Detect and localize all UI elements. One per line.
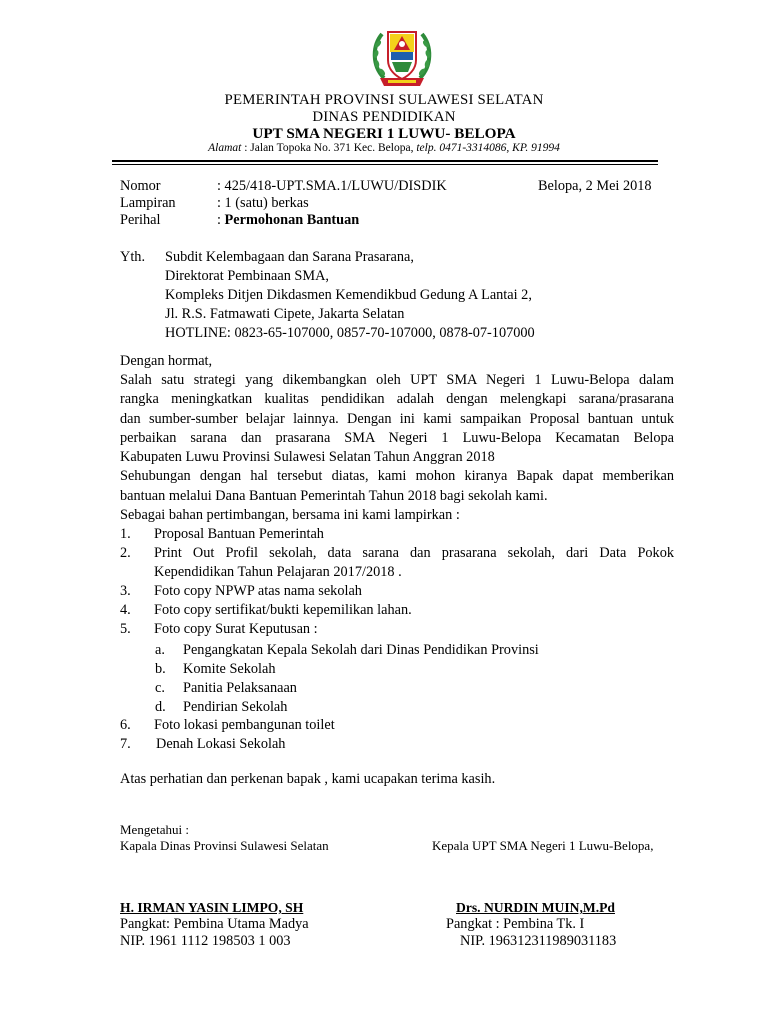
body-line: Sehubungan dengan hal tersebut diatas, kami mohon kiranya Bapak dapat memberikan <box>120 468 674 485</box>
list-number: 1. <box>120 526 131 542</box>
list-number: 7. <box>120 736 131 752</box>
provincial-emblem-logo <box>368 22 436 90</box>
list-item: Proposal Bantuan Pemerintah <box>154 526 324 542</box>
list-number: 6. <box>120 717 131 733</box>
right-signatory-name: Drs. NURDIN MUIN,M.Pd <box>456 900 615 915</box>
right-signatory-title: Kepala UPT SMA Negeri 1 Luwu-Belopa, <box>432 838 654 853</box>
sub-list-letter: c. <box>155 680 165 696</box>
perihal-value <box>217 212 359 229</box>
sub-list-item: Pendirian Sekolah <box>183 699 288 715</box>
mengetahui-label: Mengetahui : <box>120 822 189 837</box>
body-line: Sebagai bahan pertimbangan, bersama ini kami lampirkan : <box>120 507 460 524</box>
perihal-colon: : <box>217 212 225 228</box>
list-item: Foto copy NPWP atas nama sekolah <box>154 583 362 599</box>
body-line: perbaikan sarana dan prasarana SMA Negeri 1 Luwu-Belopa Kecamatan Belopa <box>120 429 674 446</box>
right-signatory-nip: NIP. 196312311989031183 <box>460 933 617 949</box>
closing-sentence: Atas perhatian dan perkenan bapak , kami ucapakan terima kasih. <box>120 771 496 787</box>
sub-list-item: Pengangkatan Kepala Sekolah dari Dinas Pendidikan Provinsi <box>183 642 539 658</box>
lampiran-value: : 1 (satu) berkas <box>217 195 309 211</box>
perihal-label: Perihal <box>120 212 161 228</box>
left-signatory-nip: NIP. 1961 1112 198503 1 003 <box>120 933 291 949</box>
list-number: 3. <box>120 583 131 599</box>
letterhead-school-name: UPT SMA NEGERI 1 LUWU- BELOPA <box>252 125 516 142</box>
sub-list-letter: b. <box>155 661 166 677</box>
list-number: 2. <box>120 545 131 561</box>
yth-label: Yth. <box>120 249 146 265</box>
left-signatory-title: Kapala Dinas Provinsi Sulawesi Selatan <box>120 838 329 853</box>
list-item: Print Out Profil sekolah, data sarana dan prasarana sekolah, dari Data Pokok <box>154 545 674 561</box>
address-label: Alamat <box>208 142 242 154</box>
letterhead-rule-thin <box>112 164 658 165</box>
recipient-line: Jl. R.S. Fatmawati Cipete, Jakarta Selatan <box>165 306 405 322</box>
recipient-line: Subdit Kelembagaan dan Sarana Prasarana, <box>165 249 414 265</box>
body-line: bantuan melalui Dana Bantuan Pemerintah Tahun 2018 bagi sekolah kami. <box>120 487 548 504</box>
lampiran-label: Lampiran <box>120 195 176 211</box>
list-item: Foto copy sertifikat/bukti kepemilikan lahan. <box>154 602 412 618</box>
body-line: Kabupaten Luwu Provinsi Sulawesi Selatan Tahun Anggran 2018 <box>120 449 495 466</box>
right-signatory-rank: Pangkat : Pembina Tk. I <box>446 916 585 932</box>
body-line: Salah satu strategi yang dikembangkan oleh UPT SMA Negeri 1 Luwu-Belopa dalam <box>120 372 674 388</box>
perihal-subject: Permohonan Bantuan <box>224 212 360 228</box>
letterhead-address <box>0 142 768 154</box>
sub-list-letter: d. <box>155 699 166 715</box>
address-text: : Jalan Topoka No. 371 Kec. Belopa, <box>241 142 417 154</box>
nomor-label: Nomor <box>120 178 161 194</box>
letterhead-department-line: DINAS PENDIDIKAN <box>312 109 456 125</box>
left-signatory-rank: Pangkat: Pembina Utama Madya <box>120 916 309 932</box>
greeting: Dengan hormat, <box>120 353 213 369</box>
letterhead-government-line: PEMERINTAH PROVINSI SULAWESI SELATAN <box>224 92 544 108</box>
nomor-value: : 425/418-UPT.SMA.1/LUWU/DISDIK <box>217 178 447 194</box>
address-telp: telp. 0471-3314086, KP. 91994 <box>416 142 560 154</box>
recipient-line: Kompleks Ditjen Dikdasmen Kemendikbud Gedung A Lantai 2, <box>165 287 532 303</box>
body-line: dan sumber-sumber belajar lainnya. Dengan ini kami sampaikan Proposal bantuan untuk <box>120 410 674 427</box>
letter-date: Belopa, 2 Mei 2018 <box>538 178 652 194</box>
list-item: Denah Lokasi Sekolah <box>156 736 286 752</box>
body-line: rangka meningkatkan kualitas pendidikan adalah dengan melengkapi sarana/prasarana <box>120 391 674 408</box>
list-number: 5. <box>120 621 131 637</box>
body-paragraph-1 <box>120 371 674 525</box>
list-number: 4. <box>120 602 131 618</box>
recipient-line: HOTLINE: 0823-65-107000, 0857-70-107000, 0878-07-107000 <box>165 325 535 341</box>
recipient-line: Direktorat Pembinaan SMA, <box>165 268 329 284</box>
list-item: Foto lokasi pembangunan toilet <box>154 717 335 733</box>
sub-list-item: Panitia Pelaksanaan <box>183 680 297 696</box>
sub-list-item: Komite Sekolah <box>183 661 276 677</box>
left-signatory-name: H. IRMAN YASIN LIMPO, SH <box>120 900 304 915</box>
letterhead-rule-thick <box>112 160 658 162</box>
sub-list-letter: a. <box>155 642 165 658</box>
list-item: Foto copy Surat Keputusan : <box>154 621 318 637</box>
list-item-continuation: Kependidikan Tahun Pelajaran 2017/2018 . <box>154 564 402 580</box>
